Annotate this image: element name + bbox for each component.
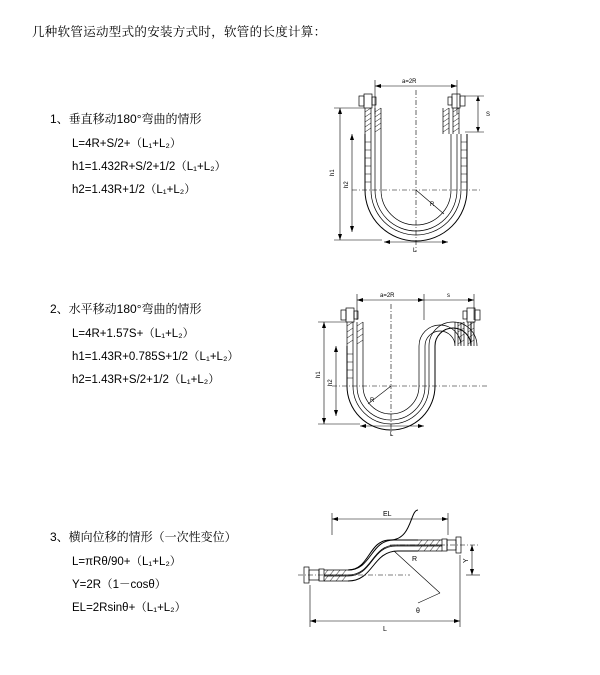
figure-lateral-offset — [290, 505, 490, 635]
section-1-title: 1、垂直移动180°弯曲的情形 — [50, 112, 202, 126]
section-1-formula-2: h1=1.432R+S/2+1/2（L₁+L₂） — [72, 161, 227, 173]
figure-2-label-h2: h2 — [328, 379, 334, 386]
section-2-formula-3: h2=1.43R+S/2+1/2（L₁+L₂） — [72, 374, 220, 386]
section-3 — [50, 528, 237, 622]
figure-1-label-r: R — [430, 202, 435, 208]
figure-2-label-s: s — [447, 293, 450, 299]
section-3-title: 3、横向位移的情形（一次性变位） — [50, 530, 237, 544]
section-2-formula-1: L=4R+1.57S+（L₁+L₂） — [72, 328, 195, 340]
figure-3-label-theta: θ — [416, 608, 420, 615]
figure-1-label-s: S — [486, 112, 491, 118]
section-1-formula-3: h2=1.43R+1/2（L₁+L₂） — [72, 184, 196, 196]
section-3-formula-2: Y=2R（1－cosθ） — [72, 579, 167, 591]
figure-3-label-el: EL — [383, 511, 392, 518]
figure-2-label-h1: h1 — [316, 371, 322, 378]
section-2-title: 2、水平移动180°弯曲的情形 — [50, 302, 202, 316]
section-2 — [50, 300, 239, 394]
figure-2-label-a2r: a=2R — [380, 293, 395, 299]
figure-2-label-l: L — [390, 432, 394, 438]
section-2-formula-2: h1=1.43R+0.785S+1/2（L₁+L₂） — [72, 351, 239, 363]
section-3-formula-1: L=πRθ/90+（L₁+L₂） — [72, 556, 182, 568]
figure-3-label-r: R — [412, 556, 418, 563]
figure-1-label-l: L — [413, 248, 417, 254]
figure-2-label-r: R — [370, 398, 375, 404]
section-3-formula-3: EL=2Rsinθ+（L₁+L₂） — [72, 602, 187, 614]
figure-1-label-h1: h1 — [330, 169, 336, 176]
figure-3-label-y: Y — [463, 558, 470, 563]
figure-vertical-180-bend — [312, 72, 492, 262]
page-title: 几种软管运动型式的安装方式时，软管的长度计算： — [32, 25, 327, 39]
figure-1-label-a2r: a=2R — [402, 79, 417, 85]
figure-3-label-l: L — [383, 626, 387, 633]
figure-horizontal-180-bend — [312, 286, 497, 446]
section-1 — [50, 110, 226, 204]
figure-1-label-h2: h2 — [344, 181, 350, 188]
section-1-formula-1: L=4R+S/2+（L₁+L₂） — [72, 138, 182, 150]
